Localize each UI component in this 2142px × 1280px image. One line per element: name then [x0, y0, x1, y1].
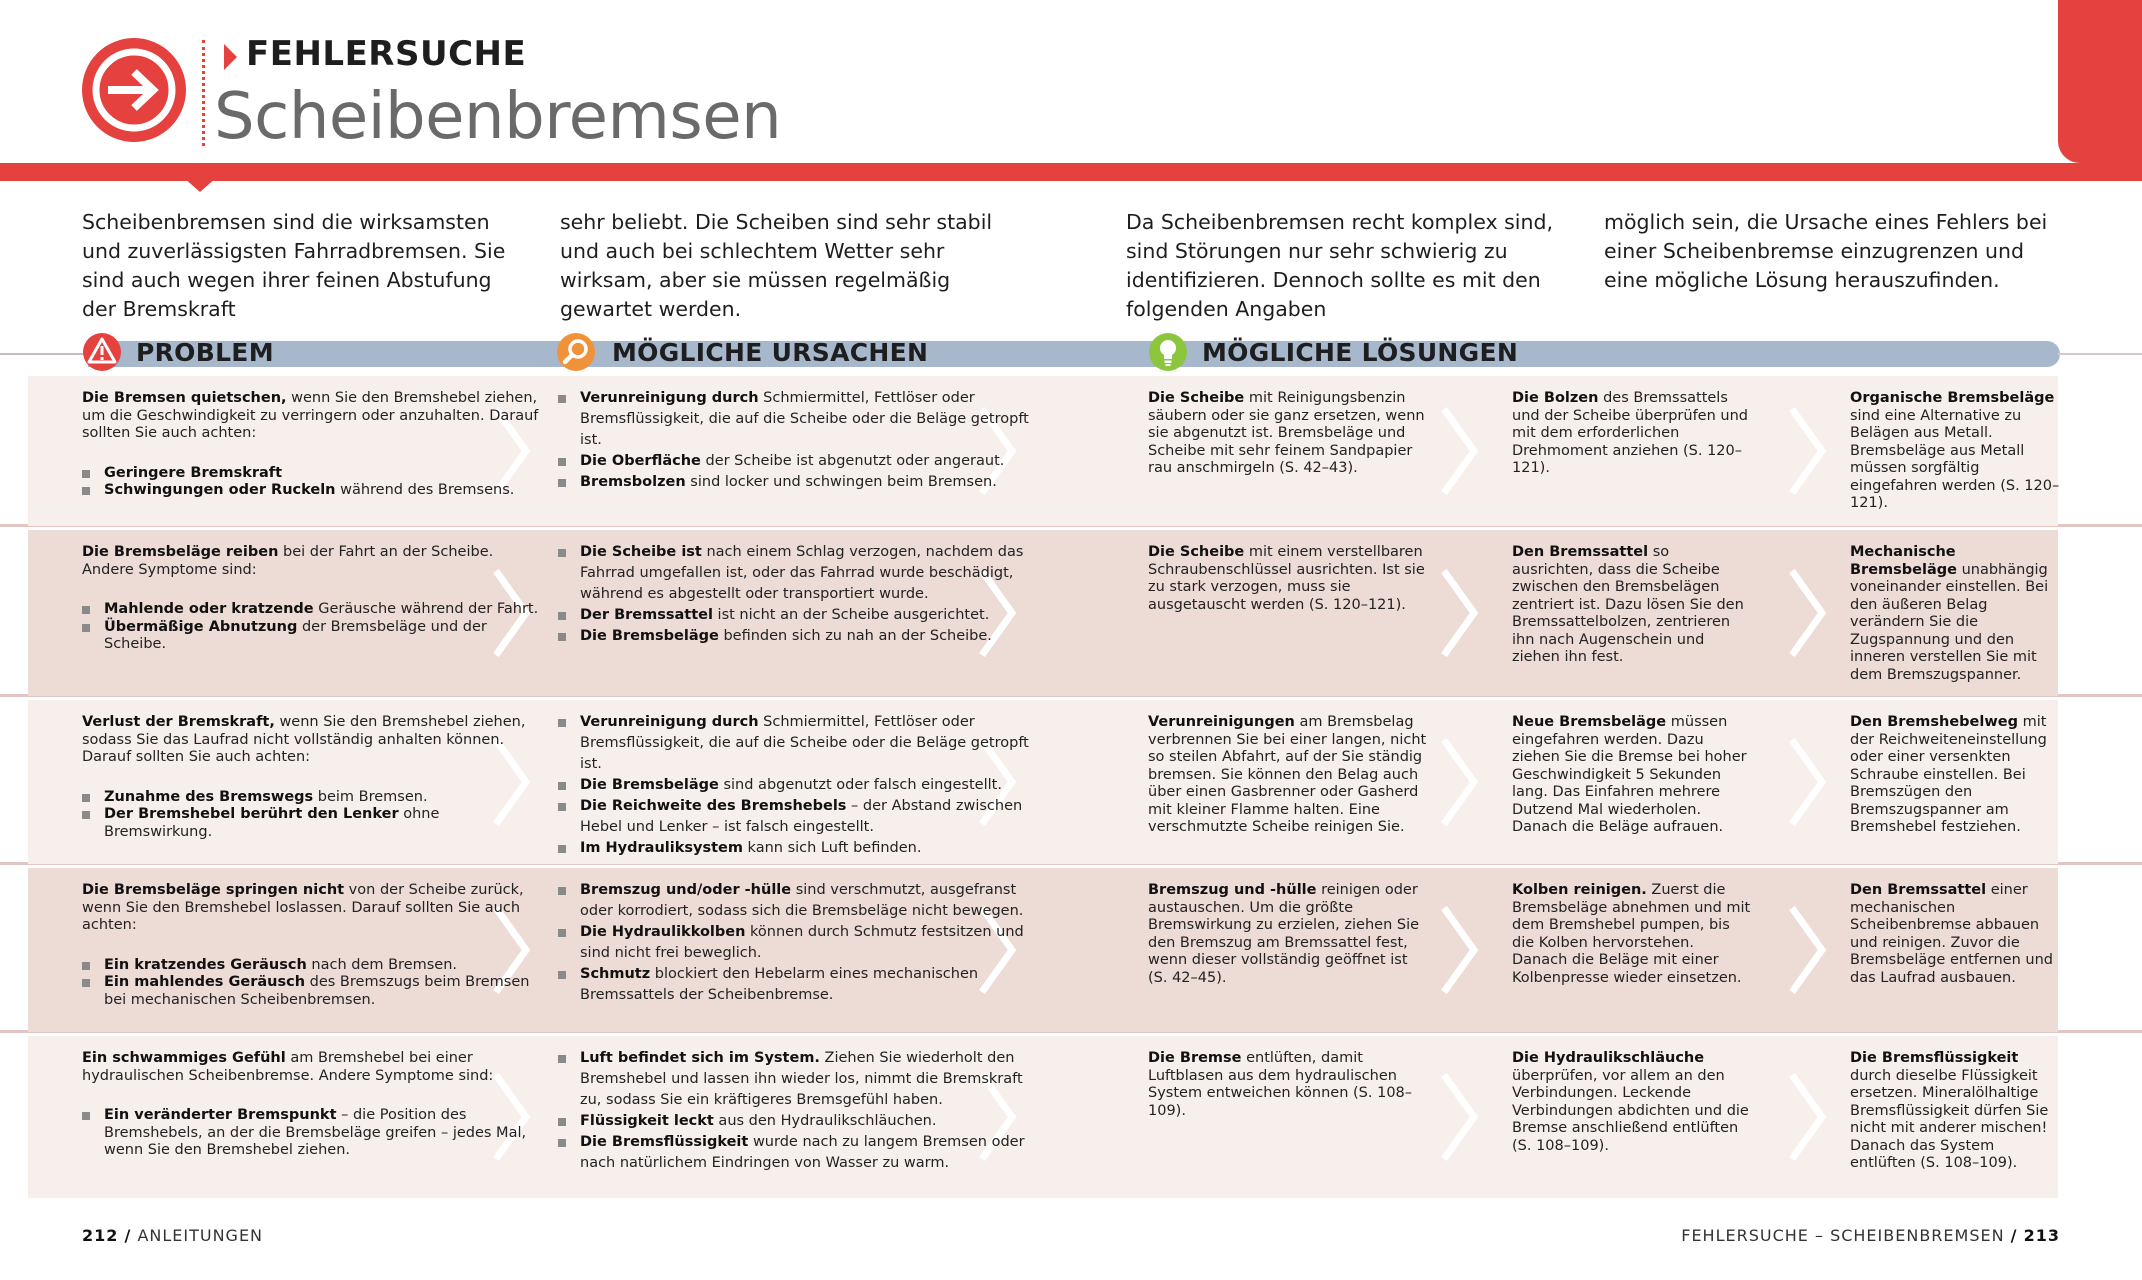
solution-text: reinigen oder austauschen. Um die größte Bremswirkung zu erzielen, ziehen Sie den Bremszug am Bremssattel fest, wenn dieser vollständig geöffnet ist (S. 42–45).: [1148, 882, 1420, 986]
cause-text: Schmiermittel, Fettlöser oder Bremsflüssigkeit, die auf die Scheibe oder die Beläge getropft ist.: [580, 390, 1029, 448]
cause-text: aus den Hydraulikschläuchen.: [713, 1113, 937, 1129]
solution-cell: [1148, 882, 1428, 987]
table-row: [28, 376, 2058, 526]
cause-bold: Die Reichweite des Bremshebels: [580, 798, 847, 814]
solution-cell: [1850, 390, 2060, 513]
cause-item: [558, 542, 1038, 605]
section-kicker: FEHLERSUCHE: [246, 34, 527, 74]
problem-cell: [82, 544, 542, 654]
solution-cell: [1850, 882, 2060, 987]
problem-lead-text: bei der Fahrt an der Scheibe. Andere Symptome sind:: [82, 544, 494, 578]
cause-list: [558, 1048, 1038, 1174]
warning-icon: [82, 332, 122, 372]
symptom-item: [82, 806, 542, 841]
cause-text: der Scheibe ist abgenutzt oder angeraut.: [700, 453, 1005, 469]
solution-bold: Die Bolzen: [1512, 390, 1599, 406]
problem-cell: [82, 714, 542, 841]
problem-lead-text: am Bremshebel bei einer hydraulischen Scheibenbremse. Andere Symptome sind:: [82, 1050, 494, 1084]
symptom-item: [82, 1107, 542, 1160]
problem-lead-bold: Ein schwammiges Gefühl: [82, 1050, 286, 1066]
symptom-text: Geräusche während der Fahrt.: [313, 601, 539, 617]
solution-text: unabhängig voneinander einstellen. Bei den äußeren Belag verändern Sie die Zugspannung und den inneren verstellen Sie mit dem Bremszugspanner.: [1850, 561, 2049, 683]
causes-cell: [558, 1048, 1038, 1174]
cause-list: [558, 880, 1038, 1006]
cause-text: blockiert den Hebelarm eines mechanischen Bremssattels der Scheibenbremse.: [580, 966, 979, 1003]
header-notch: [184, 178, 216, 192]
solution-cell: [1512, 714, 1752, 837]
arrow-icon: [82, 38, 186, 142]
cause-item: [558, 1111, 1038, 1132]
cause-text: sind abgenutzt oder falsch eingestellt.: [718, 777, 1002, 793]
table-row: [28, 530, 2058, 696]
symptom-bold: Ein kratzendes Geräusch: [104, 956, 307, 973]
cause-bold: Luft befindet sich im System.: [580, 1050, 820, 1066]
solution-cell: [1512, 882, 1752, 987]
solution-cell: [1148, 1050, 1428, 1120]
magnifier-icon: [556, 332, 596, 372]
solution-bold: Die Scheibe: [1148, 390, 1245, 406]
chevron-right-icon: [1440, 407, 1480, 495]
cause-list: [558, 712, 1038, 859]
cause-bold: Bremszug und/oder -hülle: [580, 882, 792, 898]
solution-bold: Den Bremssattel: [1512, 544, 1649, 560]
symptom-text: der Bremsbeläge und der Scheibe.: [104, 618, 487, 652]
cause-text: wurde nach zu langem Bremsen oder nach natürlichem Eindringen von Wasser zu warm.: [580, 1134, 1025, 1171]
cause-item: [558, 922, 1038, 964]
cause-bold: Im Hydrauliksystem: [580, 840, 743, 856]
solution-bold: Die Hydraulikschläuche: [1512, 1050, 1705, 1066]
cause-bold: Die Scheibe ist: [580, 544, 702, 560]
solution-bold: Den Bremssattel: [1850, 882, 1987, 898]
footer-right-label: FEHLERSUCHE – SCHEIBENBREMSEN: [1681, 1226, 2005, 1245]
solution-cell: [1512, 544, 1752, 667]
cause-bold: Die Bremsflüssigkeit: [580, 1134, 749, 1150]
intro-col-4: möglich sein, die Ursache eines Fehlers bei einer Scheibenbremse einzugrenzen und eine mögliche Lösung herauszufinden.: [1604, 210, 2048, 292]
header-dotted-divider: [202, 40, 205, 146]
symptom-bold: Schwingungen oder Ruckeln: [104, 482, 336, 498]
causes-cell: [558, 542, 1038, 647]
table-row: [28, 1036, 2058, 1198]
cause-item: [558, 880, 1038, 922]
solution-bold: Bremszug und -hülle: [1148, 882, 1317, 898]
problem-lead: [82, 1050, 542, 1085]
solution-text: überprüfen, vor allem an den Verbindungen. Leckende Verbindungen abdichten und die Bremse anschließend entlüften (S. 108–109).: [1512, 1067, 1749, 1154]
solution-text: durch dieselbe Flüssigkeit ersetzen. Mineralölhaltige Bremsflüssigkeit dürfen Sie nicht mit anderer mischen! Danach das System entlüften (S. 108–109).: [1850, 1067, 2049, 1171]
solution-cell: [1148, 390, 1428, 478]
solution-cell: [1148, 714, 1428, 837]
chevron-right-icon: [1440, 738, 1480, 826]
solution-bold: Den Bremshebelweg: [1850, 714, 2018, 730]
solution-text: mit einem verstellbaren Schraubenschlüssel ausrichten. Ist sie zu stark verzogen, muss sie ausgetauscht werden (S. 120–121).: [1148, 544, 1425, 613]
cause-item: [558, 838, 1038, 859]
cause-bold: Verunreinigung durch: [580, 390, 759, 406]
solution-text: so ausrichten, dass die Scheibe zwischen den Bremsbelägen zentriert ist. Dazu lösen Sie den Bremssattelbolzen, zentrieren ihn nach Augenschein und ziehen ihn fest.: [1512, 544, 1744, 665]
intro-col-3: Da Scheibenbremsen recht komplex sind, sind Störungen nur sehr schwierig zu identifizieren. Dennoch sollte es mit den folgenden Angaben: [1126, 210, 1554, 321]
problem-cell: [82, 882, 542, 1009]
problem-lead-text: wenn Sie den Bremshebel ziehen, um die Geschwindigkeit zu verringern oder anzuhalten. Darauf sollten Sie auch achten:: [82, 390, 539, 441]
problem-lead: [82, 714, 542, 767]
problem-cell: [82, 1050, 542, 1160]
symptom-bold: Ein mahlendes Geräusch: [104, 974, 306, 990]
symptom-item: [82, 974, 542, 1009]
solution-bold: Kolben reinigen.: [1512, 882, 1647, 898]
cause-item: [558, 1048, 1038, 1111]
problem-lead-bold: Die Bremsbeläge springen nicht: [82, 882, 345, 898]
page-title: Scheibenbremsen: [214, 80, 782, 154]
problem-lead: [82, 544, 542, 579]
problem-lead: [82, 390, 542, 443]
symptom-list: [82, 789, 542, 842]
solution-cell: [1850, 1050, 2060, 1173]
cause-item: [558, 388, 1038, 451]
symptom-list: [82, 1107, 542, 1160]
solution-bold: Organische Bremsbeläge: [1850, 390, 2055, 406]
problem-lead-bold: Die Bremsen quietschen,: [82, 390, 287, 406]
solution-text: müssen eingefahren werden. Dazu ziehen Sie die Bremse bei hoher Geschwindigkeit 5 Sekunden lang. Das Einfahren mehrere Dutzend Mal wiederholen. Danach die Beläge aufrauen.: [1512, 714, 1747, 835]
symptom-text: – die Position des Bremshebels, an der die Bremsbeläge greifen – jedes Mal, wenn Sie den Bremshebel ziehen.: [104, 1107, 527, 1158]
chevron-right-icon: [1440, 906, 1480, 994]
cause-text: Ziehen Sie wiederholt den Bremshebel und lassen ihn wieder los, nimmt die Bremskraft zu, sodass Sie ein kräftigeres Bremsgefühl haben.: [580, 1050, 1023, 1108]
column-header-bar: [88, 341, 2060, 367]
cause-bold: Bremsbolzen: [580, 474, 686, 490]
symptom-item: [82, 465, 542, 483]
symptom-text: nach dem Bremsen.: [306, 956, 458, 973]
symptom-item: [82, 601, 542, 619]
solution-cell: [1512, 390, 1752, 478]
symptom-item: [82, 789, 542, 807]
symptom-text: des Bremszugs beim Bremsen bei mechanischen Scheibenbremsen.: [104, 974, 530, 1008]
kicker-triangle-icon: [224, 44, 237, 70]
footer-right-separator: /: [2010, 1226, 2018, 1245]
column-header-problem: PROBLEM: [136, 338, 274, 367]
cause-item: [558, 472, 1038, 493]
chevron-right-icon: [1788, 569, 1828, 657]
solution-text: des Bremssattels und der Scheibe überprüfen und mit dem erforderlichen Drehmoment anziehen (S. 120–121).: [1512, 390, 1748, 476]
symptom-item: [82, 957, 542, 975]
cause-text: können durch Schmutz festsitzen und sind nicht frei beweglich.: [580, 924, 1024, 961]
cause-text: nach einem Schlag verzogen, nachdem das Fahrrad umgefallen ist, oder das Fahrrad wurde beschädigt, während es abgestellt oder transportiert wurde.: [580, 544, 1024, 602]
solution-cell: [1148, 544, 1428, 614]
problem-lead-text: wenn Sie den Bremshebel ziehen, sodass Sie das Laufrad nicht vollständig anhalten können. Darauf sollten Sie auch achten:: [82, 714, 526, 765]
symptom-list: [82, 601, 542, 654]
cause-item: [558, 626, 1038, 647]
cause-item: [558, 964, 1038, 1006]
cause-bold: Flüssigkeit leckt: [580, 1113, 714, 1129]
problem-lead-text: von der Scheibe zurück, wenn Sie den Bremshebel loslassen. Darauf sollten Sie auch achten:: [82, 882, 524, 933]
problem-lead-bold: Die Bremsbeläge reiben: [82, 544, 279, 560]
cause-bold: Verunreinigung durch: [580, 714, 759, 730]
solution-bold: Neue Bremsbeläge: [1512, 714, 1667, 730]
symptom-bold: Mahlende oder kratzende: [104, 601, 314, 617]
symptom-text: beim Bremsen.: [313, 788, 428, 805]
column-header-causes: MÖGLICHE URSACHEN: [612, 338, 929, 367]
chevron-right-icon: [1440, 569, 1480, 657]
cause-item: [558, 712, 1038, 775]
problem-cell: [82, 390, 542, 500]
column-header-solutions: MÖGLICHE LÖSUNGEN: [1202, 338, 1519, 367]
symptom-list: [82, 957, 542, 1010]
solution-text: am Bremsbelag verbrennen Sie bei einer langen, nicht so steilen Abfahrt, auf der Sie ständig bremsen. Sie können den Belag auch über einen Gasbrenner oder Gasherd mit kleiner Flamme halten. Eine verschmutzte Scheibe reinigen Sie.: [1148, 714, 1427, 835]
footer-left-separator: /: [124, 1226, 132, 1245]
cause-text: befinden sich zu nah an der Scheibe.: [718, 628, 992, 644]
cause-list: [558, 542, 1038, 647]
cause-text: – der Abstand zwischen Hebel und Lenker – ist falsch eingestellt.: [580, 798, 1023, 835]
symptom-bold: Geringere Bremskraft: [104, 464, 283, 481]
chevron-right-icon: [1788, 738, 1828, 826]
chevron-right-icon: [1788, 407, 1828, 495]
chevron-right-icon: [1788, 1073, 1828, 1161]
chevron-right-icon: [1788, 906, 1828, 994]
problem-lead-bold: Verlust der Bremskraft,: [82, 714, 275, 730]
symptom-bold: Zunahme des Bremswegs: [104, 788, 314, 805]
header-rule-right: [2058, 353, 2142, 355]
cause-item: [558, 775, 1038, 796]
symptom-bold: Ein veränderter Bremspunkt: [104, 1107, 337, 1123]
solution-bold: Mechanische Bremsbeläge: [1850, 544, 1957, 578]
solution-bold: Verunreinigungen: [1148, 714, 1295, 730]
symptom-item: [82, 619, 542, 654]
solution-text: sind eine Alternative zu Belägen aus Metall. Bremsbeläge aus Metall müssen sorgfältig eingefahren werden (S. 120–121).: [1850, 407, 2060, 511]
symptom-item: [82, 482, 542, 500]
solution-cell: [1850, 714, 2060, 837]
footer-left-label: ANLEITUNGEN: [137, 1226, 264, 1245]
cause-text: Schmiermittel, Fettlöser oder Bremsflüssigkeit, die auf die Scheibe oder die Beläge getropft ist.: [580, 714, 1029, 772]
solution-text: Zuerst die Bremsbeläge abnehmen und mit dem Bremshebel pumpen, bis die Kolben hervorstehen. Danach die Beläge mit einer Kolbenpresse wieder einsetzen.: [1512, 882, 1751, 986]
cause-bold: Der Bremssattel: [580, 607, 713, 623]
solution-bold: Die Bremsflüssigkeit: [1850, 1050, 2019, 1066]
solution-text: entlüften, damit Luftblasen aus dem hydraulischen System entweichen können (S. 108–109).: [1148, 1050, 1413, 1119]
footer-right: [1681, 1226, 2060, 1245]
cause-text: sind verschmutzt, ausgefranst oder korrodiert, sodass sich die Bremsbeläge nicht bewegen.: [580, 882, 1024, 919]
table-row: [28, 868, 2058, 1032]
cause-item: [558, 796, 1038, 838]
cause-text: sind locker und schwingen beim Bremsen.: [685, 474, 997, 490]
header-band: [0, 163, 2142, 181]
chevron-right-icon: [1440, 1073, 1480, 1161]
cause-list: [558, 388, 1038, 493]
solution-text: mit Reinigungsbenzin säubern oder sie ganz ersetzen, wenn sie abgenutzt ist. Bremsbeläge und Scheibe mit sehr feinem Sandpapier rau anschmirgeln (S. 42–43).: [1148, 390, 1425, 476]
causes-cell: [558, 388, 1038, 493]
cause-text: kann sich Luft befinden.: [742, 840, 922, 856]
solution-cell: [1850, 544, 2060, 684]
intro-col-2: sehr beliebt. Die Scheiben sind sehr stabil und auch bei schlechtem Wetter sehr wirksam, aber sie müssen regelmäßig gewartet werden.: [560, 210, 993, 321]
table-row: [28, 700, 2058, 864]
symptom-list: [82, 465, 542, 500]
lightbulb-icon: [1148, 332, 1188, 372]
cause-bold: Die Bremsbeläge: [580, 777, 719, 793]
footer-left: [82, 1226, 263, 1245]
header-corner-tab: [2058, 0, 2142, 163]
cause-item: [558, 451, 1038, 472]
causes-cell: [558, 712, 1038, 859]
cause-bold: Schmutz: [580, 966, 651, 982]
cause-text: ist nicht an der Scheibe ausgerichtet.: [712, 607, 990, 623]
page-number-left: 212: [82, 1226, 119, 1245]
symptom-text: ohne Bremswirkung.: [104, 806, 440, 840]
symptom-bold: Übermäßige Abnutzung: [104, 618, 298, 635]
solution-text: mit der Reichweiteneinstellung oder einer versenkten Schraube einstellen. Bei Bremszügen den Bremszugspanner am Bremshebel festziehen.: [1850, 714, 2047, 835]
solution-text: einer mechanischen Scheibenbremse abbauen und reinigen. Zuvor die Bremsbeläge entfernen und das Laufrad ausbauen.: [1850, 882, 2053, 986]
symptom-text: während des Bremsens.: [335, 482, 515, 498]
cause-bold: Die Hydraulikkolben: [580, 924, 746, 940]
solution-cell: [1512, 1050, 1752, 1155]
intro-col-1: Scheibenbremsen sind die wirksamsten und zuverlässigsten Fahrradbremsen. Sie sind auch wegen ihrer feinen Abstufung der Bremskraft: [82, 210, 506, 321]
solution-bold: Die Scheibe: [1148, 544, 1245, 560]
cause-bold: Die Bremsbeläge: [580, 628, 719, 644]
symptom-bold: Der Bremshebel berührt den Lenker: [104, 806, 399, 822]
solution-bold: Die Bremse: [1148, 1050, 1242, 1066]
problem-lead: [82, 882, 542, 935]
causes-cell: [558, 880, 1038, 1006]
cause-item: [558, 1132, 1038, 1174]
cause-item: [558, 605, 1038, 626]
page-number-right: 213: [2023, 1226, 2060, 1245]
cause-bold: Die Oberfläche: [580, 453, 701, 469]
